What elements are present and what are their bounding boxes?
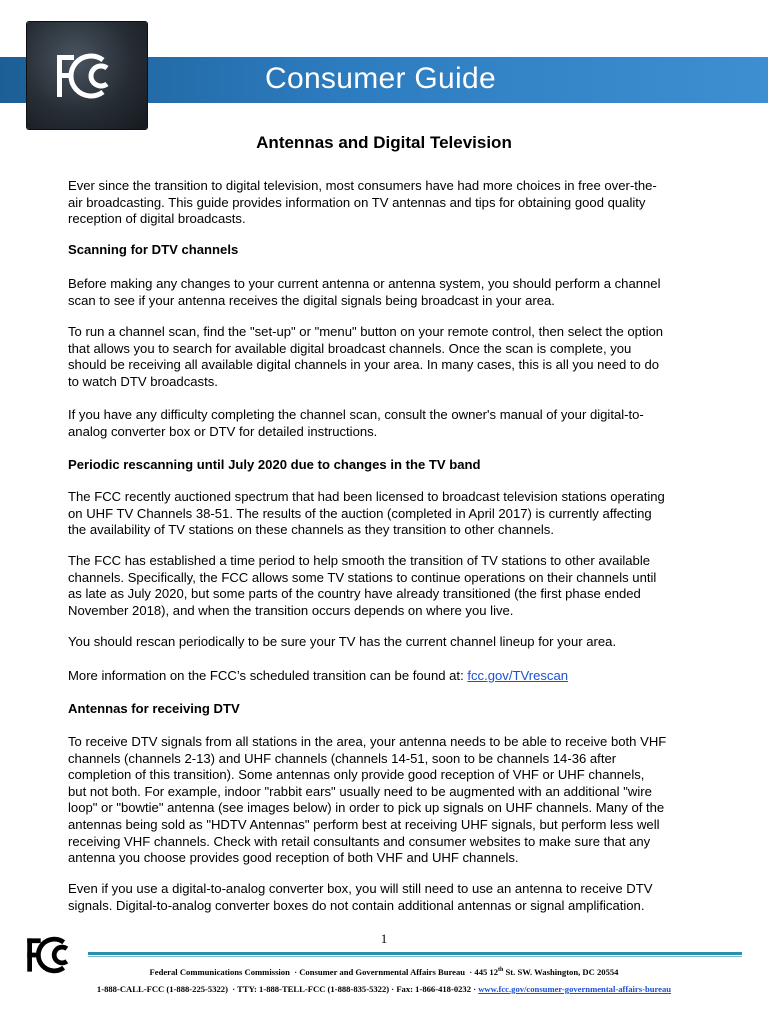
footer-divider-thin <box>88 956 742 957</box>
antennas-p1-line: but not both. For example, indoor "rabbit ears" usually need to be augmented with an additional "wire <box>68 783 652 799</box>
scanning-p1-line: Before making any changes to your current antenna or antenna system, you should perform a channel <box>68 276 661 291</box>
page-number: 1 <box>380 931 388 946</box>
intro-line: reception of digital broadcasts. <box>68 211 246 227</box>
footer-sep: · <box>469 967 473 977</box>
rescanning-p2-line: November 2018), and when the transition occurs depends on where you live. <box>68 602 514 618</box>
rescanning-p4-text: More information on the FCC’s scheduled transition can be found at: <box>68 668 468 683</box>
fcc-logo-icon <box>55 52 119 100</box>
rescanning-p1-line: the availability of TV stations on these channels as they transition to other channels. <box>68 522 554 538</box>
footer-contact <box>0 984 768 994</box>
rescanning-p4 <box>68 668 568 685</box>
section-heading-rescanning: Periodic rescanning until July 2020 due to changes in the TV band <box>68 457 481 472</box>
header-title: Consumer Guide <box>265 62 496 95</box>
antennas-p2-line: signals. Digital-to-analog converter boxes do not contain additional antennas or signal amplification. <box>68 897 645 913</box>
fcc-logo <box>27 22 147 129</box>
rescanning-p1-line: The FCC recently auctioned spectrum that had been licensed to broadcast television stations operating <box>68 489 665 504</box>
rescanning-p2-line: as late as July 2020, but some parts of the country have already transitioned (the first phase ended <box>68 586 641 602</box>
scanning-p3-line: If you have any difficulty completing the channel scan, consult the owner's manual of your digital-to- <box>68 407 644 422</box>
antennas-p1-line: loop" or "bowtie" antenna (see images below) in order to pick up signals on UHF channels. Many of the <box>68 800 665 816</box>
footer-sep: · <box>473 984 477 994</box>
antennas-p2-line: Even if you use a digital-to-analog converter box, you will still need to use an antenna to receive DTV <box>68 881 653 896</box>
rescanning-p2-line: channels. Specifically, the FCC allows some TV stations to continue operations on their channels until <box>68 569 657 585</box>
footer-sep: · <box>294 967 298 977</box>
intro-line: air broadcasting. This guide provides information on TV antennas and tips for obtaining good quality <box>68 194 646 210</box>
intro-line: Ever since the transition to digital television, most consumers have had more choices in free over-the- <box>68 178 657 193</box>
footer-bureau: Consumer and Governmental Affairs Bureau <box>299 967 466 977</box>
rescanning-p2-line: The FCC has established a time period to help smooth the transition of TV stations to other available <box>68 553 651 568</box>
scanning-p2-line: to watch DTV broadcasts. <box>68 373 218 389</box>
scanning-p2-line: that allows you to search for available digital broadcast channels. Once the scan is complete, you <box>68 340 632 356</box>
scanning-p3-line: analog converter box or DTV for detailed instructions. <box>68 423 378 439</box>
antennas-p1-line: antenna you choose provides good reception of both VHF and UHF channels. <box>68 850 519 866</box>
footer-phone: 1-888-CALL-FCC (1-888-225-5322) <box>96 984 228 994</box>
section-heading-antennas: Antennas for receiving DTV <box>68 701 240 716</box>
scanning-p2-line: To run a channel scan, find the "set-up" or "menu" button on your remote control, then select the option <box>68 324 664 339</box>
footer-sep: · <box>391 984 395 994</box>
antennas-p1-line: receiving VHF channels. Check with retail consultants and consumer websites to make sure that any <box>68 833 651 849</box>
footer-sep: · <box>232 984 236 994</box>
antennas-p1-line: channels (channels 2-13) and UHF channels (channels 14-51, soon to be channels 14-36 after <box>68 750 617 766</box>
footer-tty: TTY: 1-888-TELL-FCC (1-888-835-5322) <box>237 984 390 994</box>
footer-url-link[interactable]: www.fcc.gov/consumer-governmental-affairs-bureau <box>478 984 672 994</box>
rescanning-p1-line: on UHF TV Channels 38-51. The results of the auction (completed in April 2017) is currently affecting <box>68 505 652 521</box>
scanning-p1-line: scan to see if your antenna receives the digital signals being broadcast in your area. <box>68 292 555 308</box>
footer-street: 445 12th St. SW. Washington, DC 20554 <box>474 967 619 977</box>
document-title: Antennas and Digital Television <box>256 133 512 152</box>
antennas-p1-line: To receive DTV signals from all stations in the area, your antenna needs to be able to receive both VHF <box>68 734 667 749</box>
scanning-p2-line: should be receiving all available digital channels in your area. In many cases, this is all you need to do <box>68 357 660 373</box>
section-heading-scanning: Scanning for DTV channels <box>68 242 239 257</box>
rescanning-p3: You should rescan periodically to be sure your TV has the current channel lineup for your area. <box>68 634 617 649</box>
antennas-p1-line: antennas being sold as "HDTV Antennas" perform best at receiving UHF signals, but perform less well <box>68 817 660 832</box>
footer-divider <box>88 952 742 955</box>
footer-fax: Fax: 1-866-418-0232 <box>396 984 472 994</box>
page-header <box>0 0 768 135</box>
footer-address <box>0 967 768 977</box>
fcc-tvrescan-link[interactable]: fcc.gov/TVrescan <box>467 668 569 683</box>
footer-org: Federal Communications Commission <box>149 967 290 977</box>
antennas-p1-line: completion of this transition). Some antennas only provide good reception of VHF or UHF channels, <box>68 767 645 783</box>
